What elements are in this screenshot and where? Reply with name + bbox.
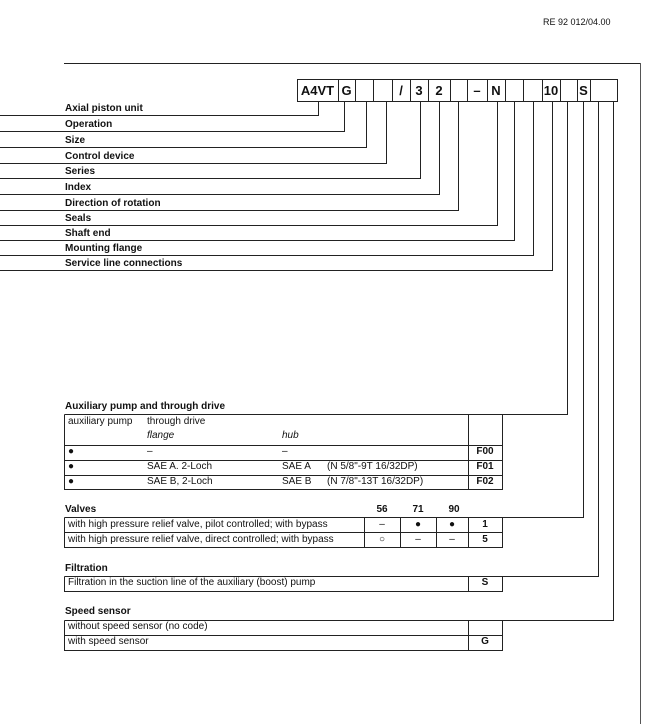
aux-title: Auxiliary pump and through drive	[65, 401, 226, 412]
valve-availability: –	[449, 534, 455, 545]
code-position: S	[579, 83, 588, 98]
code-position: 10	[543, 83, 559, 98]
aux-header-drive: through drive	[147, 416, 206, 427]
leader-line	[0, 102, 421, 179]
code-position	[373, 80, 392, 101]
leader-line	[0, 102, 345, 132]
filtration-title: Filtration	[65, 563, 108, 574]
speed-title: Speed sensor	[65, 606, 131, 617]
filtration-text: Filtration in the suction line of the auxiliary (boost) pump	[68, 577, 316, 588]
speed-row-text: without speed sensor (no code)	[68, 621, 208, 632]
aux-flange: SAE A. 2-Loch	[147, 461, 213, 472]
aux-header-pump: auxiliary pump	[68, 416, 133, 427]
code-position	[560, 80, 577, 101]
code-position	[355, 80, 373, 101]
code-position: A4VT	[300, 83, 335, 98]
valve-availability: ●	[448, 519, 456, 530]
code-position: 2	[435, 83, 443, 98]
valve-size-header: 56	[376, 504, 388, 515]
valve-code: 5	[482, 534, 488, 545]
valve-availability: –	[379, 519, 385, 530]
code-position: 3	[415, 83, 423, 98]
aux-code: F02	[476, 476, 494, 487]
aux-header-flange: flange	[147, 430, 175, 441]
valve-code: 1	[482, 519, 488, 530]
valve-availability: ●	[414, 519, 422, 530]
aux-spec: (N 5/8"-9T 16/32DP)	[327, 461, 418, 472]
code-label: Seals	[65, 213, 92, 224]
code-label: Index	[65, 182, 92, 193]
code-position	[523, 80, 542, 101]
valve-option-text: with high pressure relief valve, pilot controlled; with bypass	[68, 519, 328, 530]
code-position	[590, 80, 605, 101]
code-label: Size	[65, 135, 86, 146]
aux-pump-mark: ●	[68, 446, 75, 457]
code-label: Control device	[65, 151, 135, 162]
code-label: Service line connections	[65, 258, 183, 269]
filtration-code: S	[481, 577, 489, 588]
code-position: –	[473, 83, 481, 98]
code-label: Series	[65, 166, 96, 177]
code-position	[450, 80, 467, 101]
code-label: Shaft end	[65, 228, 111, 239]
aux-hub: SAE A	[282, 461, 311, 472]
aux-code: F00	[476, 446, 494, 457]
code-position: G	[341, 83, 352, 98]
leader-line	[0, 102, 387, 164]
valve-availability: ○	[378, 534, 386, 545]
aux-pump-mark: ●	[68, 461, 75, 472]
code-label: Axial piston unit	[65, 103, 143, 114]
aux-code: F01	[476, 461, 494, 472]
leader-line	[0, 102, 367, 148]
speed-row-text: with speed sensor	[68, 636, 149, 647]
aux-pump-mark: ●	[68, 476, 75, 487]
code-position: /	[399, 83, 403, 98]
valve-availability: –	[415, 534, 421, 545]
aux-spec: (N 7/8"-13T 16/32DP)	[327, 476, 424, 487]
valves-title: Valves	[65, 504, 97, 515]
code-label: Direction of rotation	[65, 198, 161, 209]
aux-hub: –	[282, 446, 288, 457]
code-label: Mounting flange	[65, 243, 143, 254]
aux-flange: SAE B, 2-Loch	[147, 476, 213, 487]
leader-line	[0, 102, 319, 116]
speed-row-code: G	[481, 636, 489, 647]
code-label: Operation	[65, 119, 113, 130]
valve-size-header: 71	[412, 504, 424, 515]
aux-hub: SAE B	[282, 476, 312, 487]
code-position: N	[491, 83, 501, 98]
valve-option-text: with high pressure relief valve, direct controlled; with bypass	[68, 534, 334, 545]
code-position	[505, 80, 523, 101]
aux-flange: –	[147, 446, 153, 457]
doc-reference: RE 92 012/04.00	[543, 17, 611, 27]
aux-header-hub: hub	[282, 430, 299, 441]
valve-size-header: 90	[448, 504, 460, 515]
